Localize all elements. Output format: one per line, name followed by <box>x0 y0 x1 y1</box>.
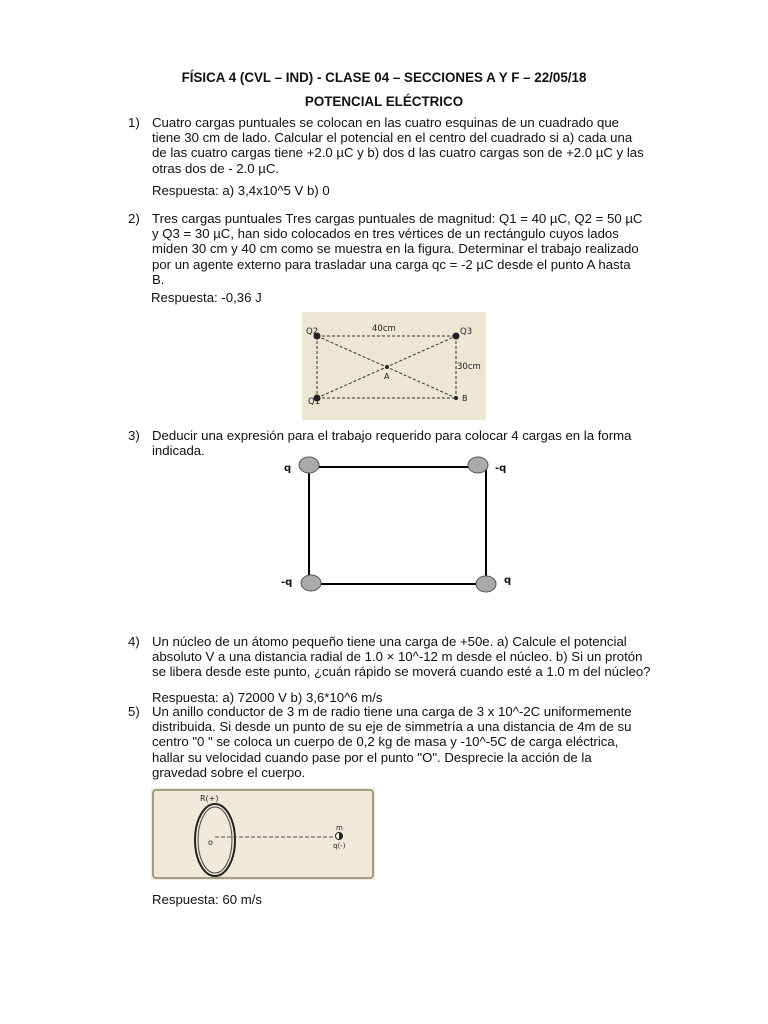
label-bottom-left: -q <box>281 577 293 588</box>
label-q1: Q1 <box>308 397 321 407</box>
label-q2: Q2 <box>306 327 319 337</box>
problem-2-answer: Respuesta: -0,36 J <box>151 290 262 305</box>
problem-1-answer: Respuesta: a) 3,4x10^5 V b) 0 <box>152 183 330 198</box>
label-bottom-right: q <box>504 575 512 586</box>
ring-figure <box>151 788 375 880</box>
charge-top-right <box>468 457 488 473</box>
document-title: FÍSICA 4 (CVL – IND) - CLASE 04 – SECCIONES A Y F – 22/05/18 <box>181 70 587 85</box>
problem-2-number: 2) <box>128 211 140 226</box>
problem-3-line: indicada. <box>152 443 205 459</box>
square-outline <box>309 467 486 584</box>
problem-4-line: Un núcleo de un átomo pequeño tiene una carga de +50e. a) Calcule el potencial <box>152 634 627 649</box>
problem-5-line: centro "0 " se coloca un cuerpo de 0,2 kg de masa y -10^-5C de carga eléctrica, <box>152 734 619 750</box>
label-30cm: 30cm <box>457 362 481 372</box>
document-subtitle: POTENCIAL ELÉCTRICO <box>304 94 464 109</box>
square-charges-figure <box>270 452 520 602</box>
problem-5-line: hallar su velocidad cuando pase por el punto "O". Desprecie la acción de la <box>152 749 592 765</box>
problem-2-line: y Q3 = 30 µC, han sido colocados en tres vértices de un rectángulo cuyos lados <box>152 226 619 242</box>
problem-1-line: Cuatro cargas puntuales se colocan en las cuatro esquinas de un cuadrado que <box>152 115 620 130</box>
problem-5-number: 5) <box>128 704 140 719</box>
label-40cm: 40cm <box>372 324 396 334</box>
problem-1-text <box>152 115 660 176</box>
problem-4-answer: Respuesta: a) 72000 V b) 3,6*10^6 m/s <box>152 690 383 705</box>
problem-2-line: por un agente externo para trasladar una carga qc = -2 µC desde el punto A hasta <box>152 256 631 272</box>
problem-4-number: 4) <box>128 634 140 649</box>
problem-2-line: Tres cargas puntuales Tres cargas puntuales de magnitud: Q1 = 40 µC, Q2 = 50 µC <box>152 211 643 226</box>
problem-4-line: absoluto V a una distancia radial de 1.0 × 10^-12 m desde el núcleo. b) Si un protón <box>152 649 643 665</box>
problem-4-line: se libera desde este punto, ¿cuán rápido se moverá cuando esté a 1.0 m del núcleo? <box>152 664 651 680</box>
charge-bottom-right <box>476 576 496 592</box>
problem-1-line: tiene 30 cm de lado. Calcular el potencial en el centro del cuadrado si a) cada una <box>152 130 633 146</box>
label-a: A <box>384 372 390 381</box>
problem-4-text <box>152 634 660 680</box>
point-a-dot <box>385 365 389 369</box>
point-b-dot <box>454 396 458 400</box>
problem-3-line: Deducir una expresión para el trabajo requerido para colocar 4 cargas en la forma <box>152 428 632 443</box>
label-mass: m <box>336 824 343 832</box>
charge-q3-dot <box>453 333 460 340</box>
charge-top-left <box>299 457 319 473</box>
label-center: o <box>208 838 213 847</box>
label-charge: q(-) <box>333 842 346 850</box>
problem-3-number: 3) <box>128 428 140 443</box>
problem-5-line: Un anillo conductor de 3 m de radio tiene una carga de 3 x 10^-2C uniformemente <box>152 704 632 719</box>
problem-2-text <box>152 211 660 287</box>
problem-5-text <box>152 704 660 780</box>
problem-1-line: otras dos de - 2.0 µC. <box>152 160 280 176</box>
rectangle-charges-figure <box>302 312 486 420</box>
problem-1-number: 1) <box>128 115 140 130</box>
problem-5-line: distribuida. Si desde un punto de su eje de simmetría a una distancia de 4m de su <box>152 719 632 735</box>
label-q3: Q3 <box>460 327 473 337</box>
problem-2-line: miden 30 cm y 40 cm como se muestra en la figura. Determinar el trabajo realizado <box>152 241 639 257</box>
label-top-right: -q <box>495 463 507 474</box>
charge-bottom-left <box>301 575 321 591</box>
problem-5-answer: Respuesta: 60 m/s <box>152 892 262 907</box>
problem-5-line: gravedad sobre el cuerpo. <box>152 764 306 780</box>
problem-2-line: B. <box>152 271 165 287</box>
problem-1-line: de las cuatro cargas tiene +2.0 µC y b) dos d las cuatro cargas son de +2.0 µC y las <box>152 145 644 161</box>
label-b: B <box>462 394 468 403</box>
label-ring: R(+) <box>200 794 219 803</box>
label-top-left: q <box>284 463 292 474</box>
